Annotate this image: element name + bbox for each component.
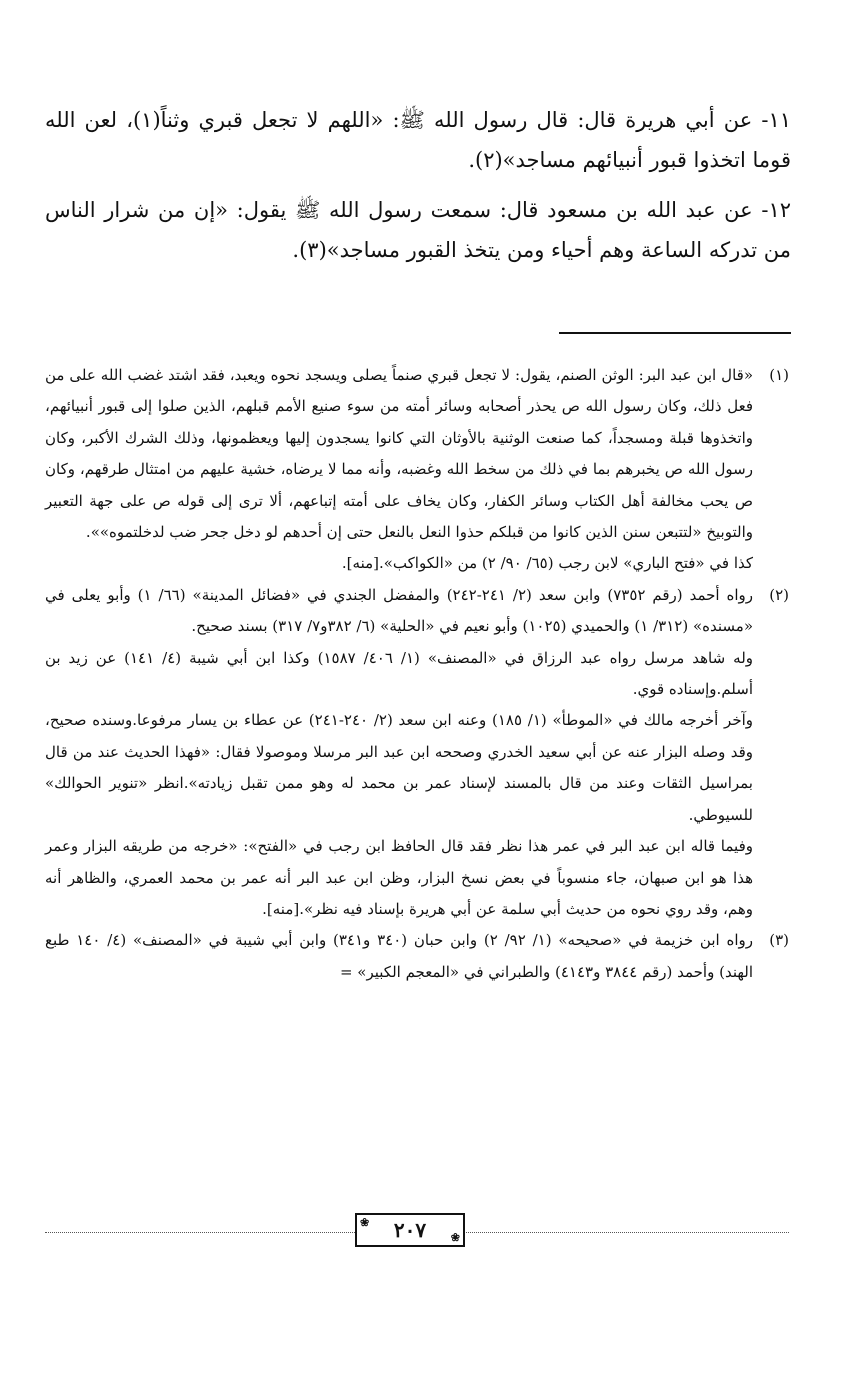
main-text [45,100,791,270]
footnote-3 [45,925,789,988]
page-number-box [355,1213,465,1247]
hadith-12: ١٢- عن عبد الله بن مسعود قال: سمعت رسول الله ﷺ يقول: «إن من شرار الناس من تدركه الساعة وهم أحياء ومن يتخذ القبور مساجد»(٣). [45,198,791,262]
footnote-paragraph: رواه ابن خزيمة في «صحيحه» (١/ ٩٢/ ٢) وابن حبان (٣٤٠ و٣٤١) وابن أبي شيبة في «المصنف» (٤/ ١٤٠ طبع الهند) وأحمد (رقم ٣٨٤٤ و٤١٤٣) والطبراني في «المعجم الكبير» = [45,931,753,981]
footnote-paragraph: وله شاهد مرسل رواه عبد الرزاق في «المصنف» (١/ ٤٠٦/ ١٥٨٧) وكذا ابن أبي شيبة (٤/ ١٤١) عن زيد بن أسلم.وإسناده قوي. [45,648,754,699]
footnotes [45,360,789,988]
footnote-number: (٣) [769,931,789,950]
footnote-paragraph: وفيما قاله ابن عبد البر في عمر هذا نظر فقد قال الحافظ ابن رجب في «الفتح»: «خرجه من طريقه البزار وعمر هذا هو ابن صبهان، جاء منسوباً في بعض نسخ البزار، وظن ابن عبد البر أنه عمر بن محمد العمري، والظاهر أنه وهم، وقد روي نحوه من حديث أبي سلمة عن أبي هريرة بإسناد فيه نظر».[منه]. [45,837,753,918]
footnote-2 [45,580,789,925]
footnote-paragraph: «قال ابن عبد البر: الوثن الصنم، يقول: لا تجعل قبري صنماً يصلى ويسجد نحوه ويعبد، فقد اشتد غضب الله على من فعل ذلك، وكان رسول الله ص يحذر أصحابه وسائر أمته من سوء صنيع الأمم قبلهم، الذين صلوا إلى قبور أنبيائهم، واتخذوها قبلة ومسجداً، كما صنعت الوثنية بالأوثان التي كانوا يسجدون إليها ويعظمونها، وذلك الشرك الأكبر، وكان رسول الله ص يخبرهم بما في ذلك من سخط الله وغضبه، وأنه مما لا يرضاه، خشية عليهم من امتثال طرقهم، وكان ص يحب مخالفة أهل الكتاب وسائر الكفار، وكان يخاف على أمته إتباعهم، ألا ترى إلى قوله ص على جهة التعبير والتوبيخ «لتتبعن سنن الذين كانوا من قبلكم حذوا النعل بالنعل حتى إن أحدهم لو دخل جحر ضب لدخلتموه»». [45,366,753,542]
hadith-11: ١١- عن أبي هريرة قال: قال رسول الله ﷺ: «اللهم لا تجعل قبري وثناً(١)، لعن الله قوما اتخذوا قبور أنبيائهم مساجد»(٢). [45,108,792,172]
footnote-paragraph: وآخر أخرجه مالك في «الموطأ» (١/ ١٨٥) وعنه ابن سعد (٢/ ٢٤٠-٢٤١) عن عطاء بن يسار مرفوعا.وسنده صحيح، وقد وصله البزار عنه عن أبي سعيد الخدري وصححه ابن عبد البر مرسلا وموصولا فقال: «فهذا الحديث عند من قال بمراسيل الثقات وعند من قال بالمسند لإسناد عمر بن محمد له وهو ممن تقبل زيادته».انظر «تنوير الحوالك» للسيوطي. [45,711,754,824]
page-number: ٢٠٧ [393,1218,427,1242]
footnote-paragraph: كذا في «فتح الباري» لابن رجب (٦٥/ ٩٠/ ٢) من «الكواكب».[منه]. [341,554,753,573]
ornament-icon: ❀ [450,1231,460,1244]
footnote-number: (١) [769,366,789,384]
footnote-1 [45,360,789,580]
footnote-separator [559,332,791,334]
footnote-number: (٢) [769,585,789,604]
ornament-icon: ❀ [360,1216,370,1229]
footnote-paragraph: رواه أحمد (رقم ٧٣٥٢) وابن سعد (٢/ ٢٤١-٢٤٢) والمفضل الجندي في «فضائل المدينة» (٦٦/ ١) وأبو يعلى في «مسنده» (٣١٢/ ١) والحميدي (١٠٢٥) وأبو نعيم في «الحلية» (٦/ ٣٨٢و٧/ ٣١٧) بسند صحيح. [45,585,753,636]
